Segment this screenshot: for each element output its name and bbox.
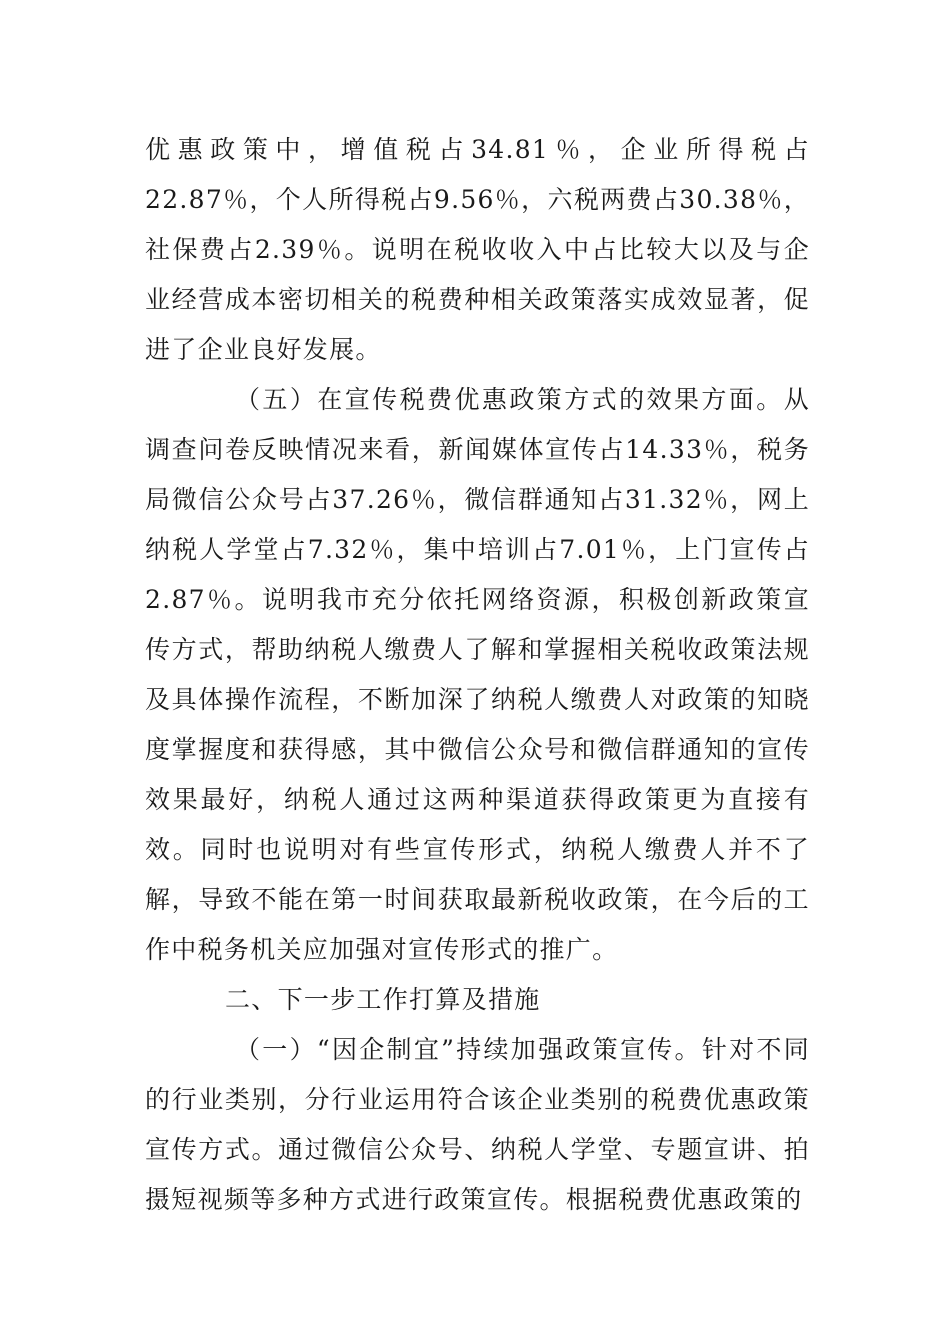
paragraph-publicity-effect: （五）在宣传税费优惠政策方式的效果方面。从调查问卷反映情况来看，新闻媒体宣传占14.33％，税务局微信公众号占37.26％，微信群通知占31.32％，网上纳税人学堂占7.32％，集中培训占7.01％，上门宣传占2.87％。说明我市充分依托网络资源，积极创新政策宣传方式，帮助纳税人缴费人了解和掌握相关税收政策法规及具体操作流程，不断加深了纳税人缴费人对政策的知晓度掌握度和获得感，其中微信公众号和微信群通知的宣传效果最好，纳税人通过这两种渠道获得政策更为直接有效。同时也说明对有些宣传形式，纳税人缴费人并不了解，导致不能在第一时间获取最新税收政策，在今后的工作中税务机关应加强对宣传形式的推广。: [145, 385, 810, 964]
paragraph-tax-share: 优惠政策中，增值税占34.81％，企业所得税占22.87％，个人所得税占9.56％，六税两费占30.38％，社保费占2.39％。说明在税收收入中占比较大以及与企业经营成本密切相关的税费种相关政策落实成效显著，促进了企业良好发展。: [145, 135, 810, 364]
document-body: [145, 125, 810, 1225]
section-heading-next-steps: 二、下一步工作打算及措施: [225, 985, 541, 1014]
paragraph-policy-publicity: （一）“因企制宜”持续加强政策宣传。针对不同的行业类别，分行业运用符合该企业类别的税费优惠政策宣传方式。通过微信公众号、纳税人学堂、专题宣讲、拍摄短视频等多种方式进行政策宣传。根据税费优惠政策的: [145, 1035, 810, 1214]
